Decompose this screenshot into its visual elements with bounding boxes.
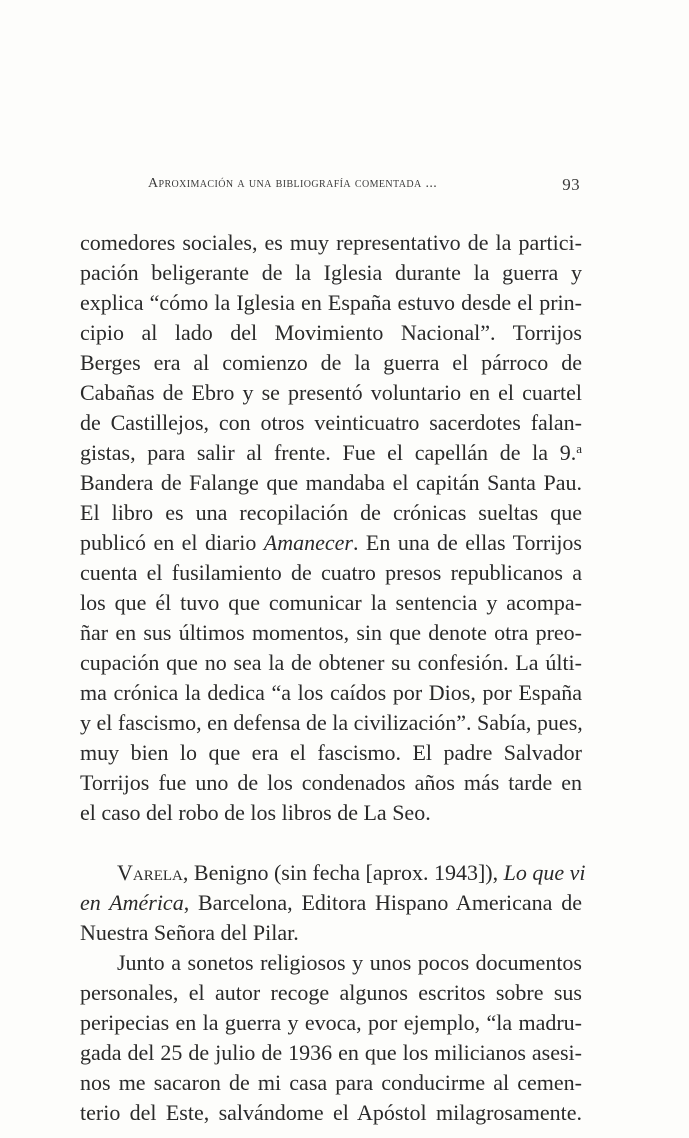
paragraph-line: ñar en sus últimos momentos, sin que denote otra preo- xyxy=(80,620,582,645)
paragraph-line: Bandera de Falange que mandaba el capitán Santa Pau. xyxy=(80,470,582,495)
ordinal-superscript: a xyxy=(576,441,582,456)
paragraph-line: de Castillejos, con otros veinticuatro sacerdotes falan- xyxy=(80,410,582,435)
bibliography-entry-line xyxy=(80,888,582,918)
paragraph-line: comedores sociales, es muy representativo de la partici- xyxy=(80,230,582,255)
paragraph-line: cipio al lado del Movimiento Nacional”. Torrijos xyxy=(80,320,582,345)
paragraph-line: Cabañas de Ebro y se presentó voluntario en el cuartel xyxy=(80,380,582,405)
paragraph-line: pación beligerante de la Iglesia durante la guerra y xyxy=(80,260,582,285)
paragraph-line: cupación que no sea la de obtener su confesión. La últi- xyxy=(80,650,582,675)
book-title: en América xyxy=(80,890,184,915)
paragraph-line: peripecias en la guerra y evoca, por ejemplo, “la madru- xyxy=(80,1010,582,1035)
paragraph-line: el caso del robo de los libros de La Seo. xyxy=(80,800,431,825)
paragraph-line: cuenta el fusilamiento de cuatro presos republicanos a xyxy=(80,560,582,585)
line-text: , Benigno (sin fecha [aprox. 1943]), xyxy=(182,860,504,885)
paragraph-line xyxy=(80,528,582,558)
author-surname: Varela xyxy=(117,860,183,885)
paragraph-line: nos me sacaron de mi casa para conducirme al cemen- xyxy=(80,1070,582,1095)
paragraph-line: Berges era al comienzo de la guerra el párroco de xyxy=(80,350,582,375)
page-number: 93 xyxy=(562,175,580,194)
paragraph-line: gada del 25 de julio de 1936 en que los milicianos asesi- xyxy=(80,1040,582,1065)
paragraph-line xyxy=(80,438,582,468)
paragraph-line: Torrijos fue uno de los condenados años más tarde en xyxy=(80,770,582,795)
paragraph-line: terio del Este, salvándome el Apóstol milagrosamente. xyxy=(80,1100,582,1125)
line-text: . En una de ellas Torrijos xyxy=(352,530,582,555)
paragraph-line: ma crónica la dedica “a los caídos por Dios, por España xyxy=(80,680,582,705)
running-head xyxy=(148,176,580,200)
line-text: publicó en el diario xyxy=(80,530,264,555)
bibliography-entry-line: Nuestra Señora del Pilar. xyxy=(80,920,299,945)
paragraph-line: explica “cómo la Iglesia en España estuvo desde el prin- xyxy=(80,290,582,315)
paragraph-line: Junto a sonetos religiosos y unos pocos documentos xyxy=(117,950,582,975)
paragraph-line: muy bien lo que era el fascismo. El padre Salvador xyxy=(80,740,582,765)
paragraph-line: los que él tuvo que comunicar la sentencia y acompa- xyxy=(80,590,582,615)
periodical-title: Amanecer xyxy=(263,530,353,555)
running-head-title: Aproximación a una bibliografía comentada ... xyxy=(148,176,438,191)
paragraph-line: y el fascismo, en defensa de la civilización”. Sabía, pues, xyxy=(80,710,583,735)
paragraph-line: personales, el autor recoge algunos escritos sobre sus xyxy=(80,980,582,1005)
paragraph-line: El libro es una recopilación de crónicas sueltas que xyxy=(80,500,582,525)
bibliography-entry-line xyxy=(117,858,586,888)
line-text: , Barcelona, Editora Hispano Americana de xyxy=(183,890,582,915)
line-text: gistas, para salir al frente. Fue el capellán de la 9. xyxy=(80,440,577,465)
book-title: Lo que vi xyxy=(503,860,586,885)
